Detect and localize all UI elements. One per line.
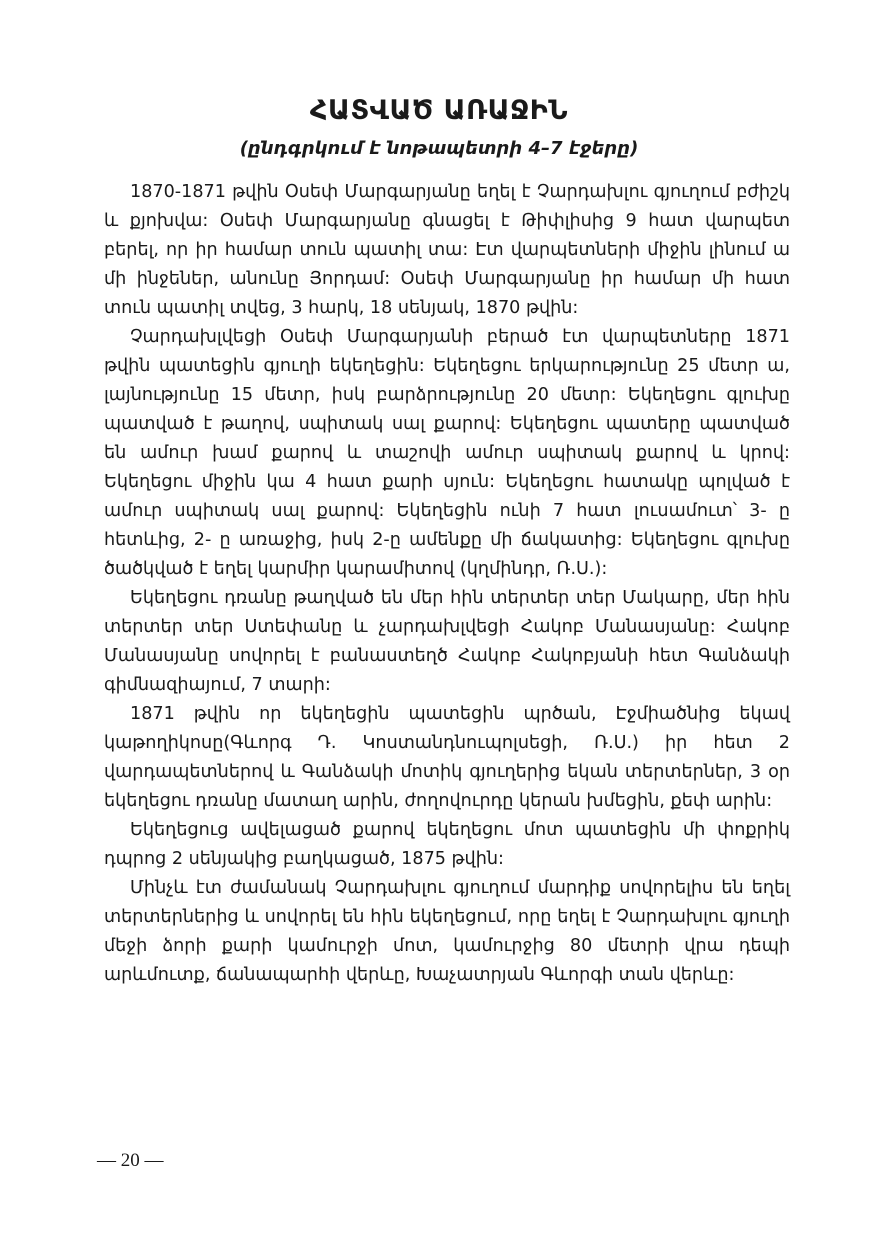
body-text xyxy=(104,178,790,990)
paragraph: Եկեղեցու դռանը թաղված են մեր հին տերտեր տեր Մակարը, մեր հին տերտեր տեր Ստեփանը և չարդախլվեցի Հակոբ Մանասյանը: Հակոբ Մանասյանը սովորել է բանաստեղծ Հակոբ Հակոբյանի հետ Գանձակի գիմնազիայում, 7 տարի: xyxy=(104,588,790,695)
section-title: ՀԱՏՎԱԾ ԱՌԱՋԻՆ xyxy=(309,95,569,126)
paragraph: Եկեղեցուց ավելացած քարով եկեղեցու մոտ պատեցին մի փոքրիկ դպրոց 2 սենյակից բաղկացած, 1875 թվին: xyxy=(104,820,790,869)
section-subtitle: (ընդգրկում է նոթապետրի 4–7 էջերը) xyxy=(239,138,639,159)
paragraph: Մինչև էտ ժամանակ Չարդախլու գյուղում մարդիք սովորելիս են եղել տերտերներից և սովորել են հին եկեղեցում, որը եղել է Չարդախլու գյուղի մեջի ձորի քարի կամուրջի մոտ, կամուրջից 80 մետրի վրա դեպի արևմուտք, ճանապարհի վերևը, Խաչատրյան Գևորգի տան վերևը: xyxy=(104,878,790,985)
paragraph: Չարդախլվեցի Օսեփ Մարգարյանի բերած էտ վարպետները 1871 թվին պատեցին գյուղի եկեղեցին: Եկեղեցու երկարությունը 25 մետր ա, լայնությունը 15 մետր, իսկ բարձրությունը 20 մետր: Եկեղեցու գլուխը պատված է թաղով, սպիտակ սալ քարով: Եկեղեցու պատերը պատված են ամուր խամ քարով և տաշովի ամուր սպիտակ քարով և կրով: Եկեղեցու միջին կա 4 հատ քարի սյուն: Եկեղեցու հատակը պոլված է ամուր սպիտակ սալ քարով: Եկեղեցին ունի 7 հատ լուսամուտ՝ 3- ը հետևից, 2- ը առաջից, իսկ 2-ը ամենքը մի ճակատից: Եկեղեցու գլուխը ծածկված է եղել կարմիր կարամիտով (կղմինդր, Ռ.Ս.): xyxy=(104,327,790,579)
paragraph: 1870-1871 թվին Օսեփ Մարգարյանը եղել է Չարդախլու գյուղում բժիշկ և քյոխվա: Օսեփ Մարգարյանը գնացել է Թիփլիսից 9 հատ վարպետ բերել, որ իր համար տուն պատիլ տա: Էտ վարպետների միջին լինում ա մի ինջեներ, անունը Յորդամ: Օսեփ Մարգարյանը իր համար մի հատ տուն պատիլ տվեց, 3 հարկ, 18 սենյակ, 1870 թվին: xyxy=(104,182,790,318)
paragraph: 1871 թվին որ եկեղեցին պատեցին պրծան, Էջմիածնից եկավ կաթողիկոսը(Գևորգ Դ. Կոստանդնուպոլսեցի, Ռ.Ս.) իր հետ 2 վարդապետներով և Գանձակի մոտիկ գյուղերից եկան տերտերներ, 3 օր եկեղեցու դռանը մատաղ արին, ժողովուրդը կերան խմեցին, քեփ արին: xyxy=(104,704,790,811)
page-number: — 20 — xyxy=(97,1150,164,1171)
